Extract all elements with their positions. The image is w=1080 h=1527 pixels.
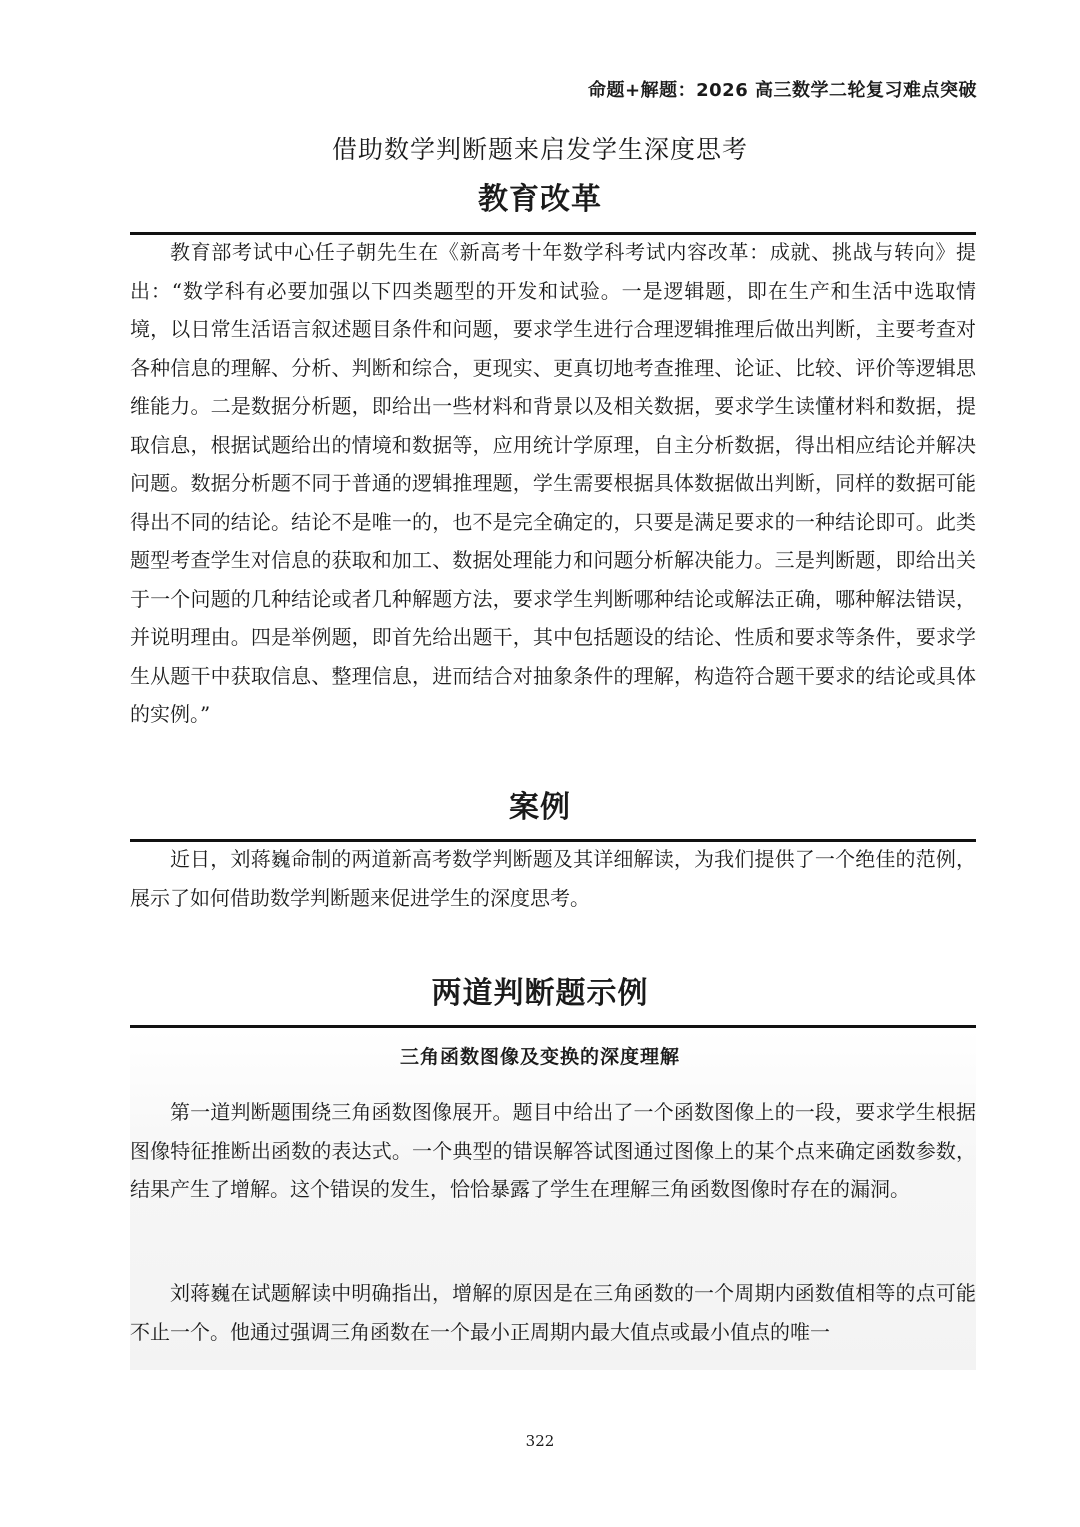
page-number: 322 [525,1432,555,1450]
example-paragraph-2: 刘蒋巍在试题解读中明确指出，增解的原因是在三角函数的一个周期内函数值相等的点可能不止一个。他通过强调三角函数在一个最小正周期内最大值点或最小值点的唯一 [130,1281,976,1344]
example-paragraph-1: 第一道判断题围绕三角函数图像展开。题目中给出了一个函数图像上的一段，要求学生根据图像特征推断出函数的表达式。一个典型的错误解答试图通过图像上的某个点来确定函数参数，结果产生了增解。这个错误的发生，恰恰暴露了学生在理解三角函数图像时存在的漏洞。 [130,1100,976,1201]
section-heading-case: 案例 [509,790,571,825]
section-heading-examples: 两道判断题示例 [431,976,649,1011]
case-paragraph: 近日，刘蒋巍命制的两道新高考数学判断题及其详细解读，为我们提供了一个绝佳的范例，展示了如何借助数学判断题来促进学生的深度思考。 [130,847,976,910]
example-subheading: 三角函数图像及变换的深度理解 [399,1046,680,1068]
section-divider [130,1025,976,1028]
document-title: 借助数学判断题来启发学生深度思考 [331,135,748,164]
section-heading-reform: 教育改革 [478,182,602,217]
running-header: 命题+解题：2026 高三数学二轮复习难点突破 [588,80,977,101]
reform-paragraph: 教育部考试中心任子朝先生在《新高考十年数学科考试内容改革：成就、挑战与转向》提出：“数学科有必要加强以下四类题型的开发和试验。一是逻辑题，即在生产和生活中选取情境，以日常生活语言叙述题目条件和问题，要求学生进行合理逻辑推理后做出判断，主要考查对各种信息的理解、分析、判断和综合，更现实、更真切地考查推理、论证、比较、评价等逻辑思维能力。二是数据分析题，即给出一些材料和背景以及相关数据，要求学生读懂材料和数据，提取信息，根据试题给出的情境和数据等，应用统计学原理，自主分析数据，得出相应结论并解决问题。数据分析题不同于普通的逻辑推理题，学生需要根据具体数据做出判断，同样的数据可能得出不同的结论。结论不是唯一的，也不是完全确定的，只要是满足要求的一种结论即可。此类题型考查学生对信息的获取和加工、数据处理能力和问题分析解决能力。三是判断题，即给出关于一个问题的几种结论或者几种解题方法，要求学生判断哪种结论或解法正确，哪种解法错误，并说明理由。四是举例题，即首先给出题干，其中包括题设的结论、性质和要求等条件，要求学生从题干中获取信息、整理信息，进而结合对抽象条件的理解，构造符合题干要求的结论或具体的实例。” [130,240,976,726]
